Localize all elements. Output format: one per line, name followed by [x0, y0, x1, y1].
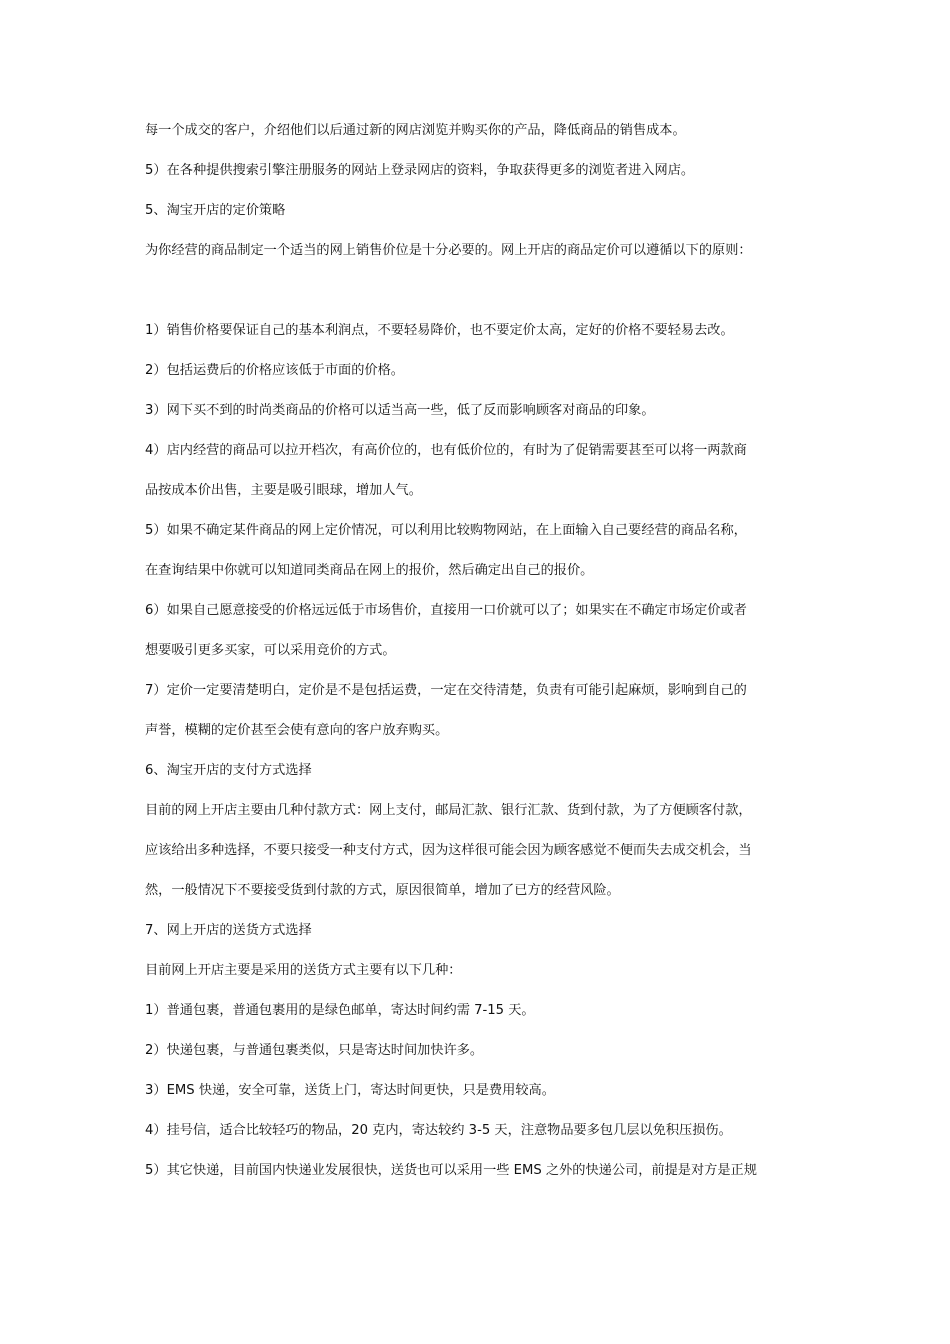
text-line: 为你经营的商品制定一个适当的网上销售价位是十分必要的。网上开店的商品定价可以遵循以下的原则：	[145, 243, 752, 258]
text-line: 在查询结果中你就可以知道同类商品在网上的报价，然后确定出自己的报价。	[145, 563, 594, 578]
text-line: 6）如果自己愿意接受的价格远远低于市场售价，直接用一口价就可以了；如果实在不确定市场定价或者	[145, 603, 747, 618]
text-line: 4）店内经营的商品可以拉开档次，有高价位的，也有低价位的，有时为了促销需要甚至可以将一两款商	[145, 443, 747, 458]
text-line: 品按成本价出售，主要是吸引眼球，增加人气。	[145, 483, 422, 498]
text-line: 2）快递包裹，与普通包裹类似，只是寄达时间加快许多。	[145, 1043, 484, 1058]
blank-line	[145, 281, 810, 321]
text-line: 5）在各种提供搜索引擎注册服务的网站上登录网店的资料，争取获得更多的浏览者进入网店。	[145, 163, 695, 178]
text-line: 想要吸引更多买家，可以采用竞价的方式。	[145, 643, 396, 658]
document-body	[145, 121, 810, 1201]
text-line: 4）挂号信，适合比较轻巧的物品，20 克内，寄达较约 3-5 天，注意物品要多包几层以免积压损伤。	[145, 1123, 732, 1138]
text-line: 每一个成交的客户，介绍他们以后通过新的网店浏览并购买你的产品，降低商品的销售成本。	[145, 123, 686, 138]
text-line: 5）如果不确定某件商品的网上定价情况，可以利用比较购物网站，在上面输入自己要经营的商品名称，	[145, 523, 747, 538]
text-line: 3）网下买不到的时尚类商品的价格可以适当高一些，低了反而影响顾客对商品的印象。	[145, 403, 655, 418]
text-line: 3）EMS 快递，安全可靠，送货上门，寄达时间更快，只是费用较高。	[145, 1083, 555, 1098]
text-line: 5）其它快递，目前国内快递业发展很快，送货也可以采用一些 EMS 之外的快递公司，前提是对方是正规	[145, 1163, 757, 1178]
text-line: 目前的网上开店主要由几种付款方式：网上支付，邮局汇款、银行汇款、货到付款，为了方便顾客付款，	[145, 803, 752, 818]
section-heading-pricing: 5、淘宝开店的定价策略	[145, 203, 286, 218]
section-heading-payment: 6、淘宝开店的支付方式选择	[145, 763, 312, 778]
section-heading-delivery: 7、网上开店的送货方式选择	[145, 923, 312, 938]
text-line: 然，一般情况下不要接受货到付款的方式，原因很简单，增加了已方的经营风险。	[145, 883, 620, 898]
text-line: 应该给出多种选择，不要只接受一种支付方式，因为这样很可能会因为顾客感觉不便而失去成交机会，当	[145, 843, 752, 858]
text-line: 目前网上开店主要是采用的送货方式主要有以下几种：	[145, 963, 462, 978]
text-line: 1）普通包裹，普通包裹用的是绿色邮单，寄达时间约需 7-15 天。	[145, 1003, 535, 1018]
text-line: 1）销售价格要保证自己的基本利润点，不要轻易降价，也不要定价太高，定好的价格不要轻易去改。	[145, 323, 734, 338]
text-line: 2）包括运费后的价格应该低于市面的价格。	[145, 363, 404, 378]
text-line: 7）定价一定要清楚明白，定价是不是包括运费，一定在交待清楚，负责有可能引起麻烦，影响到自己的	[145, 683, 747, 698]
text-line: 声誉，模糊的定价甚至会使有意向的客户放弃购买。	[145, 723, 449, 738]
